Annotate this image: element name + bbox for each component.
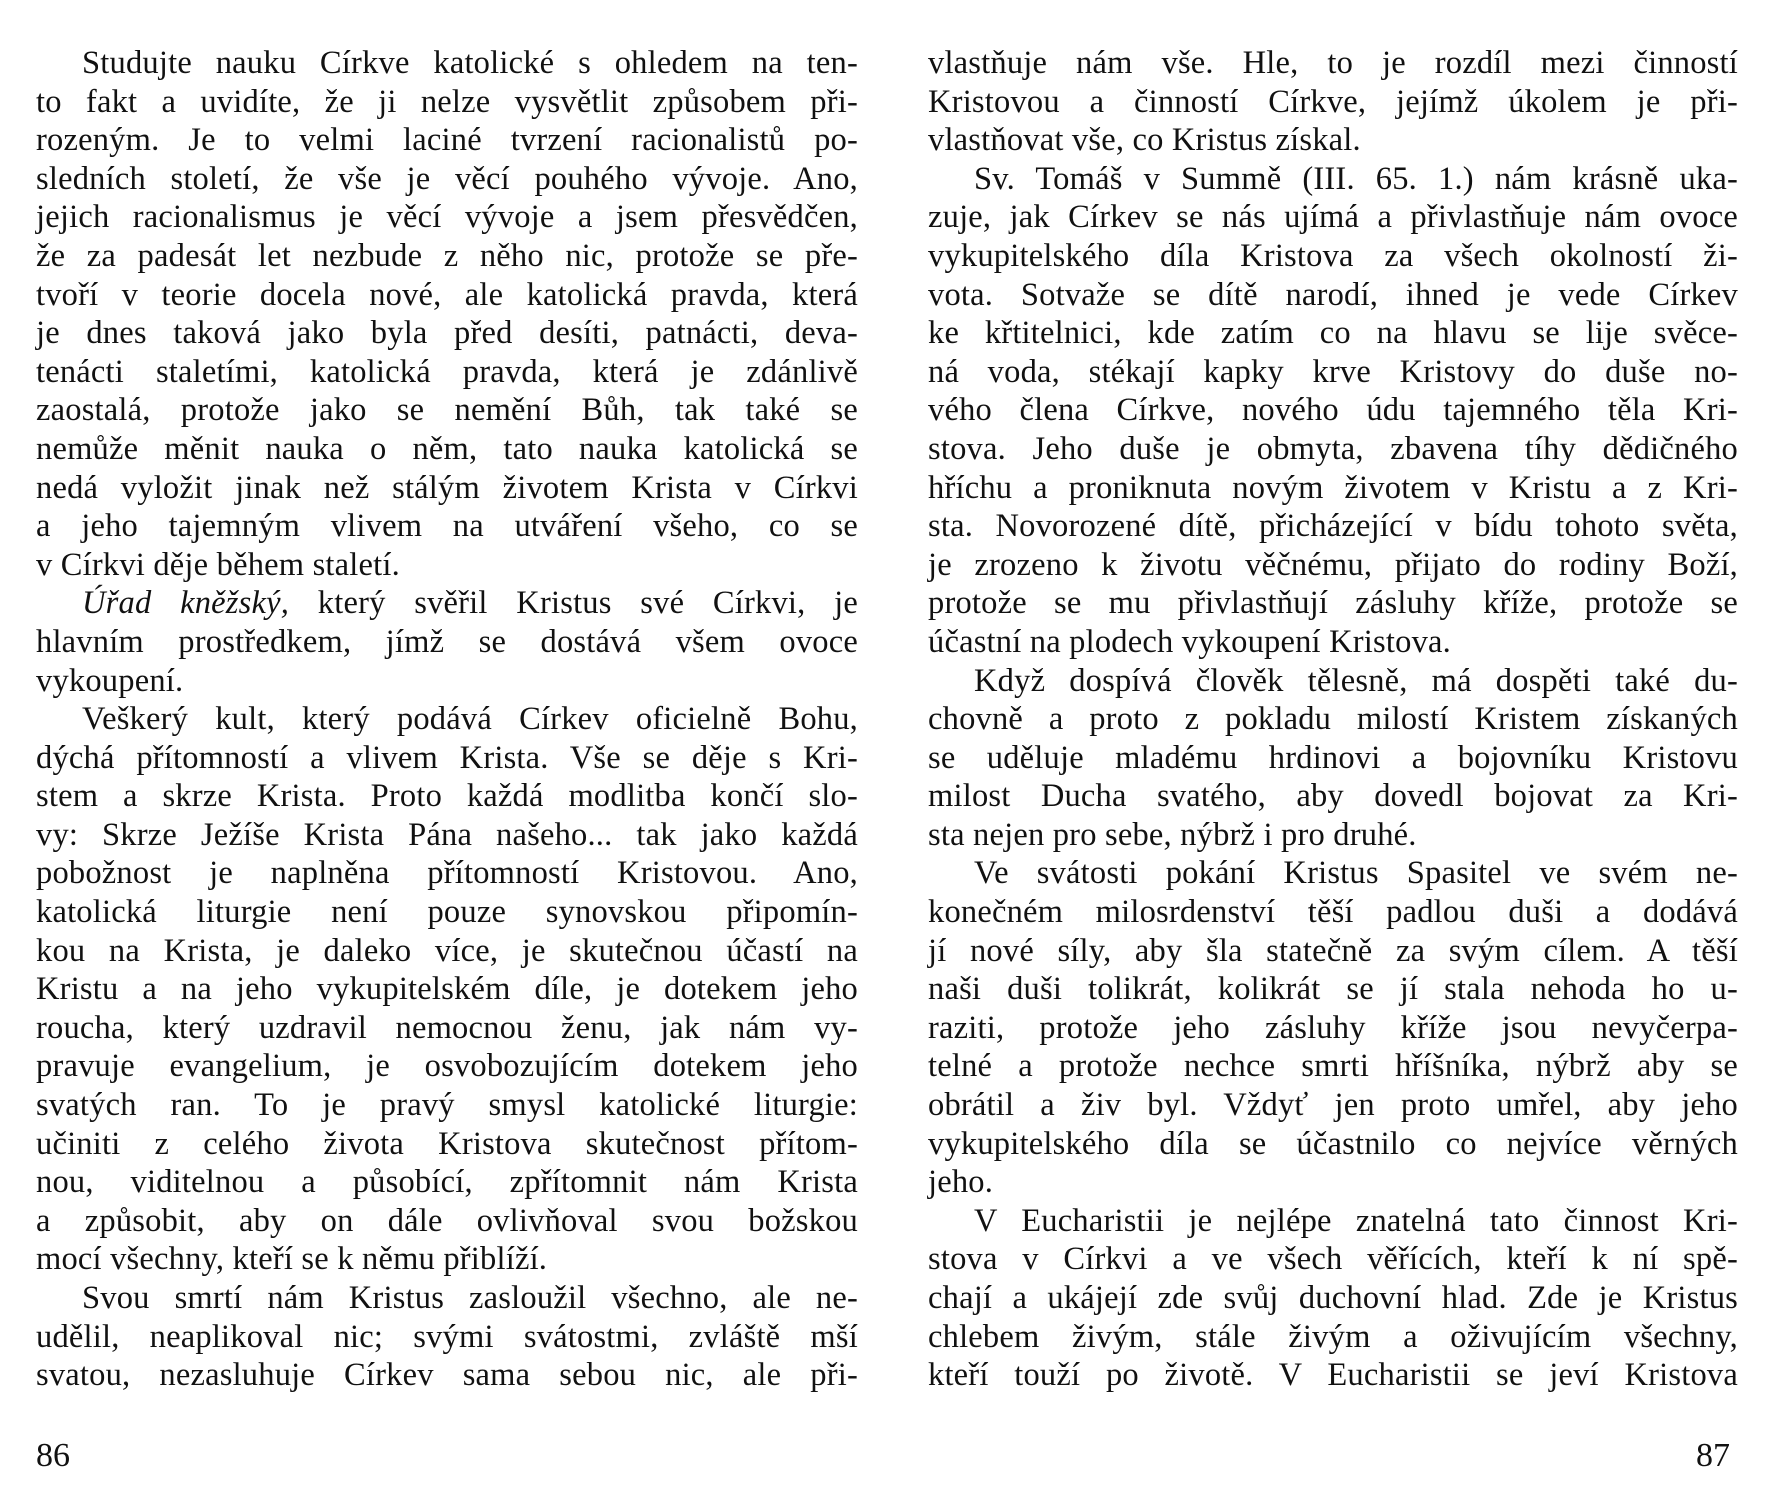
- text-line: vy: Skrze Ježíše Krista Pána našeho... tak jako každá: [36, 816, 858, 853]
- text-line: telné a protože nechce smrti hříšníka, nýbrž aby se: [928, 1048, 1738, 1085]
- text-line-rest: který svěřil Kristus své Církvi, je: [289, 585, 858, 622]
- right-text-column: [928, 44, 1738, 1395]
- text-line: V Eucharistii je nejlépe znatelná tato činnost Kri-: [974, 1202, 1738, 1239]
- text-line: naši duši tolikrát, kolikrát se jí stala nehoda ho u-: [928, 971, 1738, 1008]
- text-line: sledních století, že vše je věcí pouhého vývoje. Ano,: [36, 160, 858, 197]
- text-line: vykupitelského díla se účastnilo co nejvíce věrných: [928, 1125, 1738, 1162]
- left-text-column: [36, 44, 858, 1395]
- text-line: stova v Církvi a ve všech věřících, kteří k ní spě-: [928, 1241, 1738, 1278]
- text-line: Svou smrtí nám Kristus zasloužil všechno, ale ne-: [82, 1280, 858, 1316]
- text-line: je zrozeno k životu věčnému, přijato do rodiny Boží,: [928, 546, 1738, 583]
- text-line: sta nejen pro sebe, nýbrž i pro druhé.: [928, 816, 1417, 853]
- text-line: protože se mu přivlastňují zásluhy kříže, protože se: [928, 585, 1738, 622]
- text-line: sta. Novorozené dítě, přicházející v bídu tohoto světa,: [928, 508, 1738, 545]
- text-line: ke křtitelnici, kde zatím co na hlavu se lije svěce-: [928, 315, 1738, 352]
- text-line: se uděluje mladému hrdinovi a bojovníku Kristovu: [928, 739, 1738, 776]
- text-line: učiniti z celého života Kristova skutečnost přítom-: [36, 1125, 858, 1162]
- text-line: Když dospívá člověk tělesně, má dospěti také du-: [974, 662, 1738, 699]
- text-line: mocí všechny, kteří se k němu přiblíží.: [36, 1241, 548, 1278]
- text-line: hříchu a proniknuta novým životem v Kristu a z Kri-: [928, 469, 1738, 506]
- text-line: Studujte nauku Církve katolické s ohledem na ten-: [82, 45, 858, 81]
- text-line: svatou, nezasluhuje Církev sama sebou nic, ale při-: [36, 1357, 858, 1394]
- text-line: tvoří v teorie docela nové, ale katolická pravda, která: [36, 276, 858, 313]
- text-line: udělil, neaplikoval nic; svými svátostmi, zvláště mší: [36, 1318, 858, 1355]
- text-line: raziti, protože jeho zásluhy kříže jsou nevyčerpa-: [928, 1009, 1738, 1046]
- text-line: nou, viditelnou a působící, zpřítomnit nám Krista: [36, 1164, 858, 1201]
- text-line: ná voda, stékají kapky krve Kristovy do duše no-: [928, 353, 1738, 390]
- text-line: vlastňovat vše, co Kristus získal.: [928, 122, 1361, 159]
- text-line: vykoupení.: [36, 662, 184, 699]
- text-line: vykupitelského díla Kristova za všech okolností ži-: [928, 237, 1738, 274]
- text-line: [36, 584, 858, 623]
- text-line: konečném milosrdenství těší padlou duši a dodává: [928, 894, 1738, 931]
- text-line: že za padesát let nezbude z něho nic, protože se pře-: [36, 237, 858, 274]
- text-line: jeho.: [928, 1164, 994, 1201]
- right-page: [928, 44, 1738, 1395]
- text-line: hlavním prostředkem, jímž se dostává všem ovoce: [36, 623, 858, 660]
- text-line: chají a ukájejí zde svůj duchovní hlad. Zde je Kristus: [928, 1280, 1738, 1316]
- text-line: rozeným. Je to velmi laciné tvrzení racionalistů po-: [36, 122, 858, 159]
- text-line: je dnes taková jako byla před desíti, patnácti, deva-: [36, 315, 858, 352]
- text-line: vota. Sotvaže se dítě narodí, ihned je vede Církev: [928, 276, 1738, 313]
- text-line: Sv. Tomáš v Summě (III. 65. 1.) nám krásně uka-: [974, 160, 1738, 197]
- italic-phrase: Úřad kněžský,: [82, 585, 290, 622]
- text-line: Kristovou a činností Církve, jejímž úkolem je při-: [928, 83, 1738, 120]
- text-line: tenácti staletími, katolická pravda, která je zdánlivě: [36, 353, 858, 390]
- text-line: Veškerý kult, který podává Církev oficielně Bohu,: [82, 701, 858, 738]
- text-line: v Církvi děje během staletí.: [36, 546, 400, 583]
- text-line: svatých ran. To je pravý smysl katolické liturgie:: [36, 1087, 858, 1124]
- text-line: kou na Krista, je daleko více, je skutečnou účastí na: [36, 932, 858, 969]
- text-line: zuje, jak Církev se nás ujímá a přivlastňuje nám ovoce: [928, 199, 1738, 236]
- text-line: Ve svátosti pokání Kristus Spasitel ve svém ne-: [974, 855, 1738, 892]
- text-line: obrátil a živ byl. Vždyť jen proto umřel, aby jeho: [928, 1087, 1738, 1124]
- left-page-number: 86: [36, 1437, 70, 1474]
- text-line: jejich racionalismus je věcí vývoje a jsem přesvědčen,: [36, 199, 858, 236]
- text-line: Kristu a na jeho vykupitelském díle, je dotekem jeho: [36, 971, 858, 1008]
- text-line: účastní na plodech vykoupení Kristova.: [928, 623, 1451, 660]
- text-line: zaostalá, protože jako se nemění Bůh, tak také se: [36, 392, 858, 429]
- text-line: vlastňuje nám vše. Hle, to je rozdíl mezi činností: [928, 45, 1738, 81]
- text-line: katolická liturgie není pouze synovskou připomín-: [36, 894, 858, 931]
- text-line: jí nové síly, aby šla statečně za svým cílem. A těší: [928, 932, 1738, 969]
- text-line: chovně a proto z pokladu milostí Kristem získaných: [928, 701, 1738, 738]
- right-page-number: 87: [1696, 1437, 1730, 1474]
- text-line: stova. Jeho duše je obmyta, zbavena tíhy dědičného: [928, 430, 1738, 467]
- text-line: dýchá přítomností a vlivem Krista. Vše se děje s Kri-: [36, 739, 858, 776]
- text-line: kteří touží po životě. V Eucharistii se jeví Kristova: [928, 1357, 1738, 1394]
- text-line: nemůže měnit nauka o něm, tato nauka katolická se: [36, 430, 858, 467]
- text-line: roucha, který uzdravil nemocnou ženu, jak nám vy-: [36, 1009, 858, 1046]
- text-line: stem a skrze Krista. Proto každá modlitba končí slo-: [36, 778, 858, 815]
- text-line: a jeho tajemným vlivem na utváření všeho, co se: [36, 508, 858, 545]
- text-line: milost Ducha svatého, aby dovedl bojovat za Kri-: [928, 778, 1738, 815]
- text-line: vého člena Církve, nového údu tajemného těla Kri-: [928, 392, 1738, 429]
- left-page: [36, 44, 858, 1395]
- text-line: a způsobit, aby on dále ovlivňoval svou božskou: [36, 1202, 858, 1239]
- text-line: pobožnost je naplněna přítomností Kristovou. Ano,: [36, 855, 858, 892]
- text-line: to fakt a uvidíte, že ji nelze vysvětlit způsobem při-: [36, 83, 858, 120]
- text-line: nedá vyložit jinak než stálým životem Krista v Církvi: [36, 469, 858, 506]
- text-line: pravuje evangelium, je osvobozujícím dotekem jeho: [36, 1048, 858, 1085]
- text-line: chlebem živým, stále živým a oživujícím všechny,: [928, 1318, 1738, 1355]
